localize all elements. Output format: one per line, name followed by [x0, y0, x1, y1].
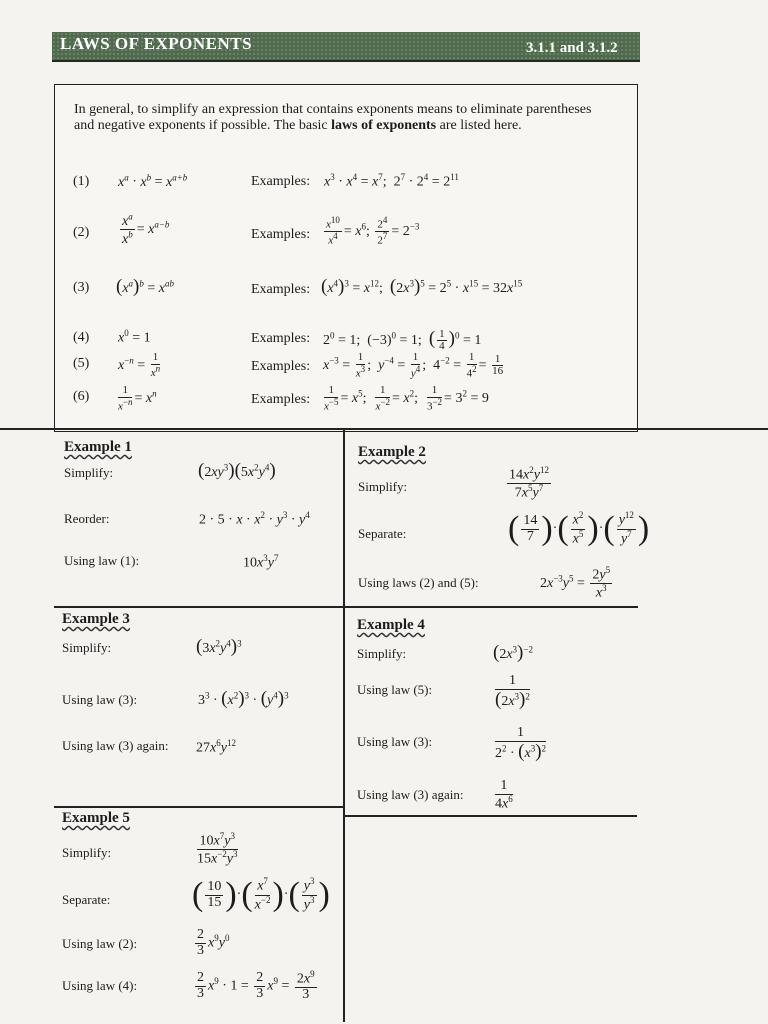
law-3-formula: $(x^a)^b = x^{ab}$ — [116, 276, 174, 297]
example-2-simplify-label: Simplify: — [358, 479, 408, 494]
law-1-formula: $x^a \cdot x^b = x^{a+b}$ — [118, 172, 188, 190]
law-2-formula: $\frac{x^a}{x^b}$ = $x^{a-b}$ — [122, 211, 170, 247]
law-5-examples: $x^{-3}$ = $\frac{1}{x^3}$ ; $y^{-4}$ = $\frac{1}{y^4}$ ; $4^{-2}$ = $\frac{1}{4^2}$ = $\frac{1}{16}$ — [323, 351, 504, 380]
divider-row-3-left — [54, 806, 344, 808]
example-2-law-label: Using laws (2) and (5): — [358, 575, 479, 590]
example-3-step: $3^3 \cdot (x^2)^3 \cdot (y^4)^3$ — [198, 688, 289, 709]
example-2-separated: ( $\frac{14}{7}$ )·( $\frac{x^2}{x^5}$ )·( $\frac{y^{12}}{y^7}$ ) — [508, 510, 650, 547]
example-1-simplify-label: Simplify: — [64, 465, 114, 480]
example-1-title: Example 1 — [64, 439, 132, 455]
law-3-examples: $(x^4)^3 = x^{12}$; $(2x^3)^5 = 2^5 \cdot x^{15} = 32x^{15}$ — [321, 276, 523, 297]
law-1-examples-label: Examples: — [251, 174, 311, 189]
law-5-formula: $x^{-n}$ = $\frac{1}{x^n}$ — [118, 351, 161, 380]
example-4-law5-label: Using law (5): — [357, 682, 433, 697]
example-4-step-2: $\frac{1}{2^2 \cdot (x^3)^2}$ — [495, 725, 547, 762]
example-2-separate-label: Separate: — [358, 526, 407, 541]
example-2-expression: $\frac{14x^2y^{12}}{7x^5y^7}$ — [509, 465, 549, 501]
example-4-step-1: $\frac{1}{(2x^3)^2}$ — [495, 673, 530, 710]
example-1-result: $10x^3y^7$ — [243, 553, 279, 571]
law-6-examples-label: Examples: — [251, 392, 311, 407]
law-1-examples: $x^3 \cdot x^4 = x^7$; $2^7 \cdot 2^4 = 2^{11}$ — [324, 172, 459, 190]
law-2-examples-label: Examples: — [251, 227, 311, 242]
page-title: LAWS OF EXPONENTS — [60, 34, 253, 53]
example-4-expression: $(2x^3)^{-2}$ — [493, 642, 533, 663]
law-number-5: (5) — [73, 356, 90, 371]
example-2-result: $2x^{-3}y^5$ = $\frac{2y^5}{x^3}$ — [540, 565, 611, 601]
example-5-step: $\frac{2}{3}$ $x^9y^0$ — [197, 927, 230, 958]
example-5-title: Example 5 — [62, 810, 130, 826]
example-3-title: Example 3 — [62, 611, 130, 627]
example-4-law3-again-label: Using law (3) again: — [357, 787, 464, 802]
law-3-examples-label: Examples: — [251, 282, 311, 297]
law-number-6: (6) — [73, 389, 90, 404]
example-5-expression: $\frac{10x^7y^3}{15x^{-2}y^3}$ — [197, 831, 238, 867]
example-1-reordered: $2 \cdot 5 \cdot x \cdot x^2 \cdot y^3 \cdot y^4$ — [199, 510, 310, 528]
example-5-law4-label: Using law (4): — [62, 978, 138, 993]
example-5-simplify-label: Simplify: — [62, 845, 112, 860]
divider-row-1 — [0, 428, 768, 430]
law-2-examples: $\frac{x^{10}}{x^4}$ = $x^6$; $\frac{2^4}{2^7}$ = $2^{-3}$ — [326, 215, 420, 247]
example-5-separate-label: Separate: — [62, 892, 111, 907]
law-4-examples: $2^0 = 1$; $(-3)^0 = 1$; ( $\frac{1}{4}$ )$^0$ = 1 — [323, 327, 482, 353]
example-3-law-again-label: Using law (3) again: — [62, 738, 169, 753]
law-5-examples-label: Examples: — [251, 359, 311, 374]
example-5-result: $\frac{2}{3}$ $x^9 \cdot 1$ = $\frac{2}{3}$ $x^9$ = $\frac{2x^9}{3}$ — [197, 969, 315, 1003]
example-3-law-label: Using law (3): — [62, 692, 138, 707]
law-6-examples: $\frac{1}{x^{-5}}$ = $x^5$; $\frac{1}{x^{-2}}$ = $x^2$; $\frac{1}{3^{-2}}$ = $3^2 = 9$ — [324, 384, 489, 413]
example-4-simplify-label: Simplify: — [357, 646, 407, 661]
example-3-expression: $(3x^2y^4)^3$ — [196, 636, 242, 657]
divider-row-2 — [54, 606, 638, 608]
example-3-result: $27x^6y^{12}$ — [196, 738, 236, 756]
example-1-reorder-label: Reorder: — [64, 511, 110, 526]
divider-center — [343, 428, 345, 1022]
example-1-law-label: Using law (1): — [64, 553, 140, 568]
law-number-2: (2) — [73, 225, 90, 240]
law-4-examples-label: Examples: — [251, 331, 311, 346]
laws-of-exponents-term: laws of exponents — [331, 118, 437, 133]
law-number-3: (3) — [73, 280, 90, 295]
law-number-1: (1) — [73, 174, 90, 189]
example-4-law3-label: Using law (3): — [357, 734, 433, 749]
example-5-separated: ( $\frac{10}{15}$ )·( $\frac{x^7}{x^{-2}}$ )·( $\frac{y^3}{y^3}$ ) — [192, 876, 330, 913]
law-6-formula: $\frac{1}{x^{-n}}$ = $x^n$ — [118, 384, 157, 413]
laws-box — [54, 84, 638, 432]
example-3-simplify-label: Simplify: — [62, 640, 112, 655]
example-5-law2-label: Using law (2): — [62, 936, 138, 951]
example-1-expression: $(2xy^3)(5x^2y^4)$ — [198, 460, 276, 481]
example-4-result: $\frac{1}{4x^6}$ — [495, 778, 513, 812]
example-2-title: Example 2 — [358, 444, 426, 460]
example-4-title: Example 4 — [357, 617, 425, 633]
law-4-formula: $x^0 = 1$ — [118, 328, 151, 346]
intro-paragraph: In general, to simplify an expression that contains exponents means to eliminate parentheses and negative exponents if possible. The basic laws of exponents are listed here. — [74, 102, 592, 133]
law-number-4: (4) — [73, 330, 90, 345]
divider-row-3-right — [343, 815, 637, 817]
section-number: 3.1.1 and 3.1.2 — [526, 40, 618, 56]
